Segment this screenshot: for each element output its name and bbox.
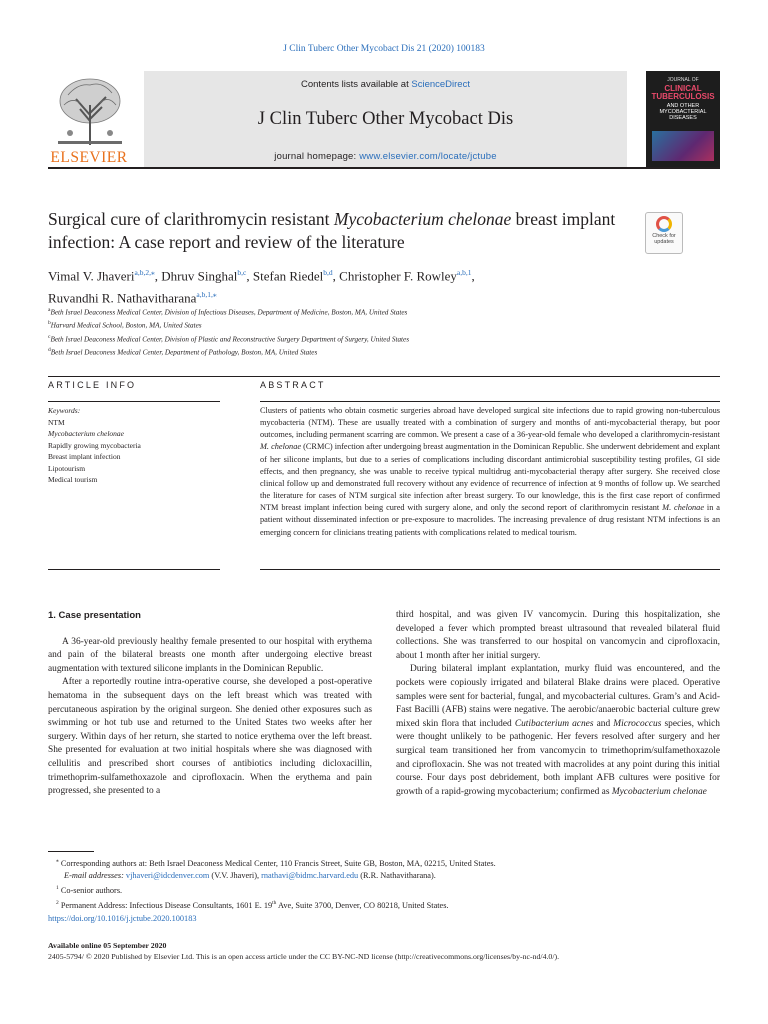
article-info-rule (48, 401, 220, 402)
abstract-top-rule (260, 401, 720, 402)
affiliation-text: Beth Israel Deaconess Medical Center, Division of Plastic and Reconstructive Surgery Department of Surgery, United States (50, 335, 410, 344)
abstract-species: M. chelonae (662, 503, 705, 513)
species-name: Cutibacterium acnes (514, 718, 594, 729)
sciencedirect-link[interactable]: ScienceDirect (411, 79, 470, 90)
abstract-species: M. chelonae (260, 442, 302, 452)
body-paragraph (396, 663, 720, 799)
body-paragraph: After a reportedly routine intra-operative course, she developed a post-operative hematoma in the subsequent days on the left breast which was treated with percutaneous aspiration by the original surgeon. She denied other exposures such as swimming or hot tub use and returned to the United States two weeks after her surgery. Within days of her return, she started to notice erythema over the left breast. She presented for evaluation at two initial hospitals where she was diagnosed with cellulitis and prescribed short courses of antibiotics including dicloxacillin, trimethoprim-sulfamethoxazole and ciprofloxacin. When the erythema and pain progressed, she presented to a (48, 677, 372, 797)
keyword-item: NTM (48, 417, 65, 427)
footnote-text: Co-senior authors. (60, 886, 123, 896)
check-updates-icon (656, 216, 672, 232)
journal-homepage-link[interactable]: www.elsevier.com/locate/jctube (359, 151, 497, 162)
ordinal-suffix: th (272, 900, 277, 907)
affiliation-item (48, 318, 668, 331)
cover-artwork (652, 131, 714, 161)
keyword-item: Medical tourism (48, 475, 98, 484)
paragraph-segment: and (593, 718, 614, 729)
author-name[interactable]: Dhruv Singhal (161, 268, 238, 284)
email-owner: (R.R. Nathavitharana). (358, 871, 436, 881)
body-column-right (396, 609, 720, 799)
affiliation-item (48, 345, 668, 358)
footnotes (48, 855, 728, 912)
cover-top-text: JOURNAL OF (667, 77, 699, 83)
affiliation-item (48, 305, 668, 318)
keyword-item: Mycobacterium chelonae (48, 429, 125, 438)
homepage-label: journal homepage: (274, 151, 360, 162)
footnote-emails (48, 870, 728, 882)
species-name: Micrococcus (613, 718, 662, 729)
affiliation-text: Beth Israel Deaconess Medical Center, Department of Pathology, Boston, MA, United States (50, 348, 318, 357)
journal-title: J Clin Tuberc Other Mycobact Dis (257, 109, 514, 129)
keyword-item: Rapidly growing mycobacteria (48, 440, 141, 450)
footnote-text: Permanent Address: Infectious Disease Consultants, 1601 E. 19 (60, 901, 273, 911)
contents-line (144, 79, 627, 90)
masthead (48, 71, 627, 169)
contents-prefix: Contents lists available at (301, 79, 412, 90)
footnote-mark: 1 (56, 885, 59, 892)
affiliation-mark: b (48, 320, 51, 327)
title-italic: Mycobacterium chelonae (333, 209, 512, 229)
author-name[interactable]: Christopher F. Rowley (339, 268, 457, 284)
available-online: Available online 05 September 2020 (48, 941, 167, 950)
author-affiliation-mark[interactable]: a,b,2,⁎ (134, 268, 155, 277)
check-updates-label: Check for updates (652, 233, 676, 245)
article-title (48, 208, 618, 254)
keywords-block (48, 405, 228, 486)
affiliation-mark: d (48, 347, 51, 354)
author-name[interactable]: Ruvandhi R. Nathavitharana (48, 290, 197, 306)
footnote-text: Ave, Suite 3700, Denver, CO 80218, United States. (276, 901, 449, 911)
footnote-2 (48, 897, 728, 912)
body-column-left (48, 609, 372, 799)
section-heading: 1. Case presentation (48, 610, 141, 621)
author-separator: , (332, 268, 340, 284)
abstract-bottom-rule (260, 569, 720, 570)
footnote-1 (48, 882, 728, 897)
homepage-line (144, 151, 627, 162)
cover-title: CLINICAL TUBERCULOSIS (651, 84, 715, 101)
author-affiliation-mark[interactable]: b,d (323, 268, 333, 277)
keyword-item: Breast implant infection (48, 452, 121, 461)
journal-header-band (144, 71, 627, 169)
affiliation-text: Beth Israel Deaconess Medical Center, Division of Infectious Diseases, Department of Medicine, Boston, MA, United States (50, 308, 408, 317)
abstract-segment: in a patient without disseminated infection or pre-exposure to macrolides. The increasing prevalence of drug resistant NTM infections is an emerging concern for clinicians treating patients with complications related to medical tourism. (260, 503, 720, 537)
body-paragraph: A 36-year-old previously healthy female presented to our hospital with erythema and pain of the bilateral breasts one month after undergoing elective breast augmentation with textured silicone implants in the Dominican Republic. (48, 636, 372, 674)
footnote-corresponding (48, 855, 728, 870)
footnote-text: Corresponding authors at: Beth Israel Deaconess Medical Center, 110 Francis Street, Suite GB, Boston, MA, 02215, United States. (60, 858, 496, 868)
check-for-updates-button[interactable] (645, 212, 683, 254)
elsevier-tree-icon (50, 75, 130, 149)
elsevier-logo[interactable] (48, 71, 138, 169)
keywords-label: Keywords: (48, 406, 81, 415)
doi-link[interactable]: https://doi.org/10.1016/j.jctube.2020.100183 (48, 914, 197, 923)
email-owner: (V.V. Jhaveri), (209, 871, 262, 881)
affiliation-mark: a (48, 307, 51, 313)
footnote-rule (48, 851, 94, 852)
title-part1: Surgical cure of clarithromycin resistant (48, 209, 334, 229)
journal-reference[interactable]: J Clin Tuberc Other Mycobact Dis 21 (2020) 100183 (283, 44, 485, 54)
author-separator: , (471, 268, 475, 284)
paragraph-segment: species, which were thought unlikely to be pathogenic. Her fevers resolved after surgery and her surgical team transitioned her from vancomycin to trimethoprim/sulfamethoxazole and ciprofloxacin. She was not treated with macrolides at any point during this initial course. Four days post debridement, both implant AFB cultures were positive for growth of a rapid-growing mycobacterium; confirmed as (396, 718, 720, 797)
keyword-item: Lipotourism (48, 463, 86, 473)
author-separator: , (154, 268, 162, 284)
license-text: 2405-5794/ © 2020 Published by Elsevier Ltd. This is an open access article under the CC BY-NC-ND license (http://creativecommons.org/licenses/by-nc-nd/4.0/). (48, 952, 560, 961)
section-top-rule (48, 376, 720, 377)
journal-cover[interactable] (646, 71, 720, 169)
paragraph-segment: During bilateral implant explantation, murky fluid was encountered, and the pockets were copiously irrigated and bilateral Blake drains were placed. Operative samples were sent for bacterial, fungal, and mycobacterial cultures. Gram’s and Acid-Fast Bacilli (AFB) stains were negative. The aerobic/anaerobic bacterial culture grew mixed skin flora that included (396, 664, 720, 729)
author-list (48, 263, 648, 308)
species-name: Mycobacterium chelonae (611, 786, 707, 797)
publisher-name: ELSEVIER (50, 149, 128, 166)
title-part2: breast implant infection: A case report and review of the literature (48, 209, 616, 252)
body-paragraph: third hospital, and was given IV vancomycin. During this hospitalization, she developed a fever which prompted breast ultrasound that revealed bilateral fluid collections. She was transferred to our hospital on vancomycin and ciprofloxacin, about 1 month after her initial surgery. (396, 610, 720, 661)
abstract-text (260, 405, 720, 539)
affiliation-item (48, 332, 668, 345)
author-affiliation-mark[interactable]: a,b,1 (456, 268, 472, 277)
email-link-jhaveri[interactable]: vjhaveri@idcdenver.com (125, 871, 210, 881)
cover-subtitle: AND OTHER MYCOBACTERIAL DISEASES (659, 103, 707, 121)
abstract-heading: ABSTRACT (260, 380, 326, 390)
email-link-nathavitharana[interactable]: rnathavi@bidmc.harvard.edu (261, 871, 359, 881)
footnote-mark: 2 (56, 900, 59, 907)
abstract-segment: Clusters of patients who obtain cosmetic surgeries abroad have developed surgical site infections due to rapid growing non-tuberculous mycobacteria (NTM). These are usually treated with a combination of surgery and months of anti-mycobacterial therapy, but poor outcomes, including permanent scarring are common. We present a case of a 36-year-old female who developed a clarithromycin-resistant (260, 406, 720, 440)
author-name[interactable]: Vimal V. Jhaveri (48, 268, 135, 284)
affiliation-text: Harvard Medical School, Boston, MA, United States (50, 321, 202, 330)
email-label: E-mail addresses: (64, 871, 126, 881)
author-name[interactable]: Stefan Riedel (252, 268, 324, 284)
footnote-mark: ⁎ (56, 858, 59, 864)
affiliations (48, 305, 668, 359)
author-affiliation-mark[interactable]: a,b,1,⁎ (196, 290, 217, 300)
abstract-segment: (CRMC) infection after undergoing breast augmentation in the Dominican Republic. She underwent debridement and explant of her silicone implants, but due to a series of complications including discordant antimicrobial susceptibility testing profiles, GI side effects, and then pregnancy, she was unable to receive typical multidrug anti-mycobacterial therapy after surgery. She received close clinical follow up and demonstrated full recovery without any evidence of recurrence of infection at 9 months of follow up. We searched the literature for cases of NTM surgical site infection after breast surgery. To our knowledge, this is the first case report of confirmed NTM breast implant infection being cured with surgery alone, and only the second report of clarithromycin resistant (260, 442, 720, 513)
affiliation-mark: c (48, 333, 51, 340)
header-rule (48, 167, 720, 169)
article-info-bottom-rule (48, 569, 220, 570)
article-info-heading: ARTICLE INFO (48, 380, 137, 390)
author-affiliation-mark[interactable]: b,c (237, 268, 247, 277)
author-separator: , (246, 268, 253, 284)
